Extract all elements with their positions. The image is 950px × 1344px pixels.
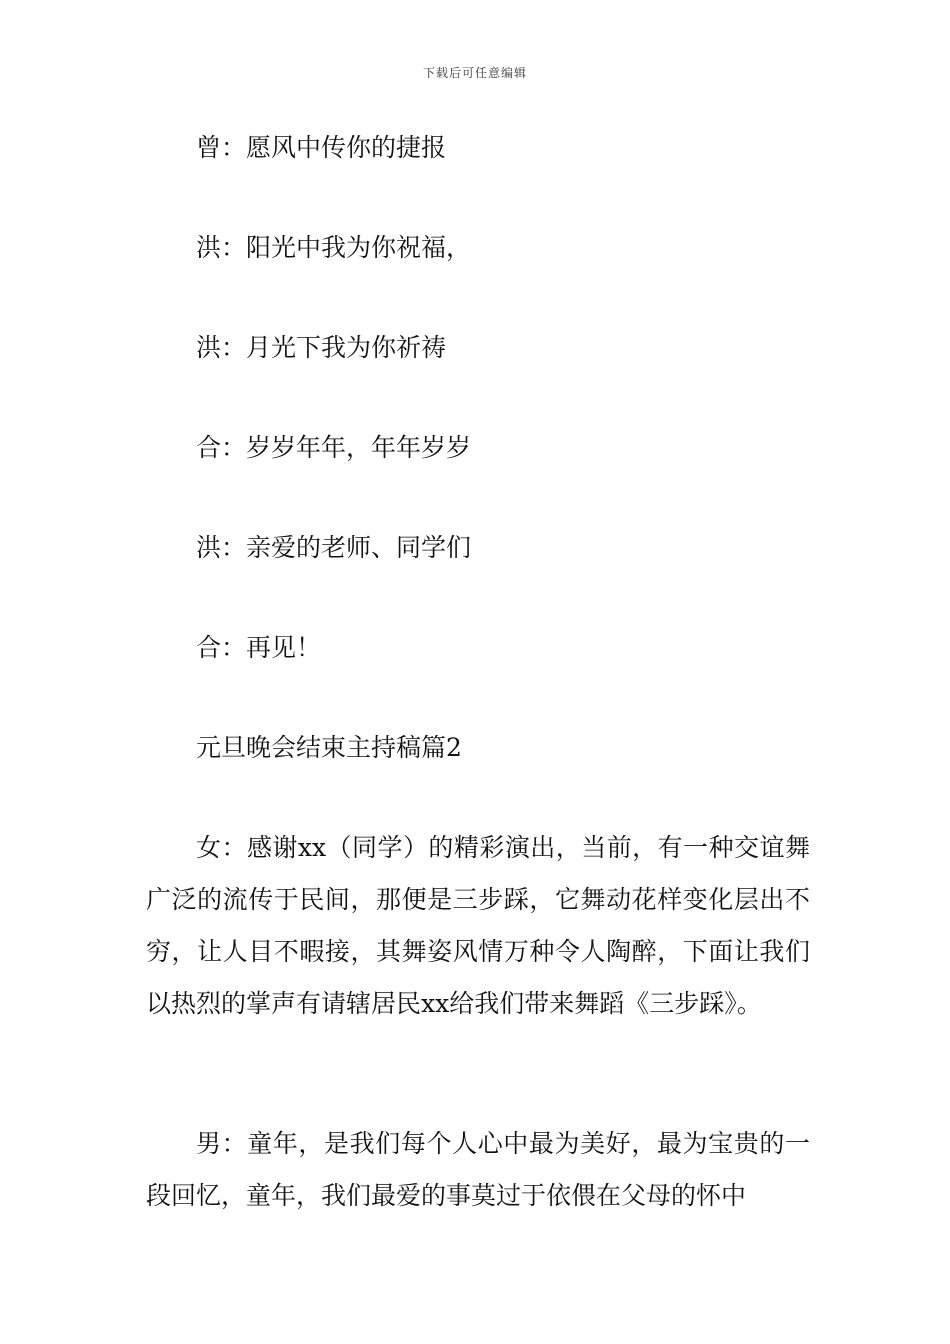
page-header: 下载后可任意编辑 xyxy=(422,66,527,80)
dialogue-line: 合：岁岁年年，年年岁岁 xyxy=(196,433,472,462)
paragraph: 男：童年，是我们每个人心中最为美好，最为宝贵的一段回忆，童年，我们最爱的事莫过于依偎在父母的怀中 xyxy=(146,1129,810,1210)
dialogue-line: 曾：愿风中传你的捷报 xyxy=(196,133,447,162)
section-title: 元旦晚会结束主持稿篇2 xyxy=(196,733,462,762)
paragraph: 女：感谢xx（同学）的精彩演出，当前，有一种交谊舞广泛的流传于民间，那便是三步踩，它舞动花样变化层出不穷，让人目不暇接，其舞姿风情万种令人陶醉，下面让我们以热烈的掌声有请辖居民xx给我们带来舞蹈《三步踩》。 xyxy=(146,833,810,1018)
dialogue-line: 洪：亲爱的老师、同学们 xyxy=(196,533,472,562)
dialogue-line: 洪：月光下我为你祈祷 xyxy=(196,333,447,362)
dialogue-line: 洪：阳光中我为你祝福， xyxy=(196,233,472,262)
dialogue-line: 合：再见！ xyxy=(196,633,322,662)
